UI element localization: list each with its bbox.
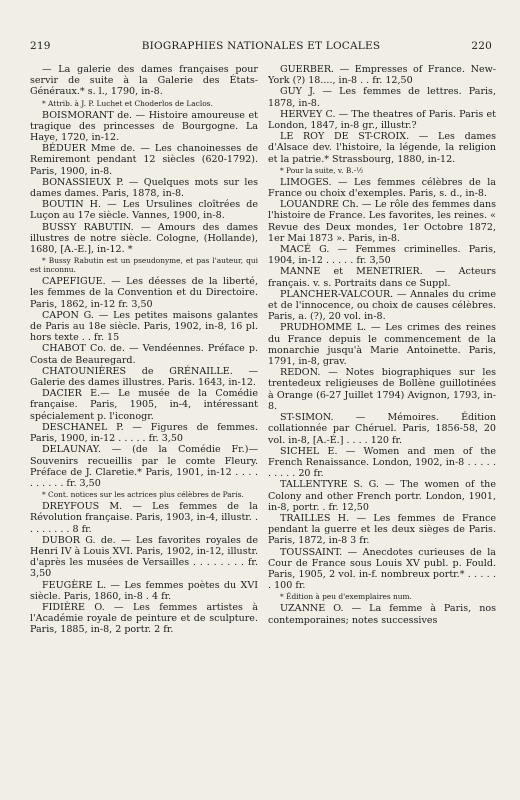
left-column (30, 64, 258, 636)
right-page-number: 220 (471, 40, 492, 52)
bibliography-entry: BÉDUER Mme de. — Les chanoinesses de Remiremont pendant 12 siècles (620-1792). Paris, 1900, in-8. (30, 143, 258, 177)
bibliography-entry: HERVEY C. — The theatres of Paris. Paris et London, 1847, in-8 gr., illustr.? (268, 108, 496, 132)
bibliography-entry: BUSSY RABUTIN. — Amours des dames illustres de notre siècle. Cologne, (Hollande), 1680, [A.-E.], in-12. * (30, 221, 258, 256)
bibliography-entry: TRAILLES H. — Les femmes de France pendant la guerre et les deux sièges de Paris. Paris, 1872, in-8 3 fr. (268, 512, 496, 547)
bibliography-entry: TALLENTYRE S. G. — The women of the Colony and other French portr. London, 1901, in-8, portr. . fr. 12,50 (268, 479, 496, 513)
footnote: * Attrib. à J. P. Luchet et Choderlos de Laclos. (42, 98, 213, 108)
bibliography-entry: TOUSSAINT. — Anecdotes curieuses de la Cour de France sous Louis XV publ. p. Fould. Paris, 1905, 2 vol. in-f. nombreux portr.* . . . . . . 100 fr. (268, 546, 496, 592)
footnote: * Bussy Rabutin est un pseudonyme, et pas l'auteur, qui est inconnu. (30, 256, 258, 275)
bibliography-entry: SICHEL E. — Women and men of the French Renaissance. London, 1902, in-8 . . . . . . . . . . 20 fr. (268, 445, 496, 480)
bibliography-entry: DELAUNAY. — (de la Comédie Fr.)— Souvenirs recueillis par le comte Fleury. Préface de J. Claretie.* Paris, 1901, in-12 . . . . . . . . . . fr. 3,50 (30, 444, 258, 489)
bibliography-entry: GUERBER. — Empresses of France. New-York (?) 18...., in-8 . . fr. 12,50 (268, 64, 496, 87)
bibliography-entry: CAPON G. — Les petites maisons galantes de Paris au 18e siècle. Paris, 1902, in-8, 16 pl. hors texte . . fr. 15 (30, 309, 258, 344)
bibliography-entry: REDON. — Notes biographiques sur les trentedeux religieuses de Bollène guillotinées à Orange (6-27 Juillet 1794) Avignon, 1793, in-8. (268, 367, 496, 412)
bibliography-entry: ST-SIMON. — Mémoires. Édition collationnée par Chéruel. Paris, 1856-58, 20 vol. in-8, [A.-É.] . . . . 120 fr. (268, 412, 496, 446)
right-column (268, 64, 496, 636)
running-title: BIOGRAPHIES NATIONALES ET LOCALES (141, 40, 381, 52)
footnote: * Pour la suite, v. B.-½ (280, 165, 364, 175)
bibliography-entry: CAPEFIGUE. — Les déesses de la liberté, les femmes de la Convention et du Directoire. Paris, 1862, in-12 fr. 3,50 (30, 276, 258, 310)
bibliography-entry: DREYFOUS M. — Les femmes de la Révolution française. Paris, 1903, in-4, illustr. . . . . . . . . 8 fr. (30, 501, 258, 535)
bibliography-entry: — La galerie des dames françaises pour servir de suite à la Galerie des États-Généraux.* s. l., 1790, in-8. (30, 64, 258, 98)
bibliography-entry: CHABOT Co. de. — Vendéennes. Préface p. Costa de Beauregard. (30, 343, 258, 366)
bibliography-entry: GUY J. — Les femmes de lettres. Paris, 1878, in-8. (268, 86, 496, 109)
footnote: * Cont. notices sur les actrices plus célèbres de Paris. (42, 490, 244, 500)
bibliography-entry: CHATOUNIÈRES de GRÉNAILLE. — Galerie des dames illustres. Paris. 1643, in-12. (30, 365, 258, 389)
bibliography-entry: LIMOGES. — Les femmes célèbres de la France ou choix d'exemples. Paris, s. d., in-8. (268, 176, 496, 200)
bibliography-entry: MACÉ G. — Femmes criminelles. Paris, 1904, in-12 . . . . . fr. 3,50 (268, 244, 496, 267)
bibliography-entry: BOUTIN H. — Les Ursulines cloîtrées de Luçon au 17e siècle. Vannes, 1900, in-8. (30, 199, 258, 222)
bibliography-entry: FEUGÈRE L. — Les femmes poètes du XVI siècle. Paris, 1860, in-8 . 4 fr. (30, 579, 258, 602)
bibliography-entry: BONASSIEUX P. — Quelques mots sur les dames dames. Paris, 1878, in-8. (30, 176, 258, 200)
bibliography-columns (30, 64, 496, 636)
bibliography-entry: LOUANDRE Ch. — Le rôle des femmes dans l'histoire de France. Les favorites, les reines. « Revue des Deux mondes, 1er Octobre 1872, 1er Mai 1873 ». Paris, in-8. (268, 199, 496, 244)
bibliography-entry: LE ROY DE ST-CROIX. — Les dames d'Alsace dev. l'histoire, la légende, la religion et la patrie.* Strassbourg, 1880, in-12. (268, 131, 496, 165)
page-header (30, 40, 492, 56)
left-page-number: 219 (30, 40, 51, 52)
bibliography-entry: BOISMORANT de. — Histoire amoureuse et tragique des princesses de Bourgogne. La Haye, 1720, in-12. (30, 109, 258, 144)
bibliography-entry: DUBOR G. de. — Les favorites royales de Henri IV à Louis XVI. Paris, 1902, in-12, illustr. d'après les musées de Versailles . . . . . . . . fr. 3,50 (30, 534, 258, 580)
bibliography-entry: DESCHANEL P. — Figures de femmes. Paris, 1900, in-12 . . . . . fr. 3,50 (30, 421, 258, 445)
bibliography-entry: FIDIÈRE O. — Les femmes artistes à l'Académie royale de peinture et de sculpture. Paris, 1885, in-8, 2 portr. 2 fr. (30, 601, 258, 636)
footnote: * Édition à peu d'exemplaires num. (280, 592, 412, 602)
bibliography-entry: MANNE et MENETRIER. — Acteurs français. v. s. Portraits dans ce Suppl. (268, 266, 496, 289)
bibliography-entry: PLANCHER-VALCOUR. — Annales du crime et de l'innocence, ou choix de causes célèbres. Paris, a. (?), 20 vol. in-8. (268, 288, 496, 323)
bibliography-entry: UZANNE O. — La femme à Paris, nos contemporaines; notes successives (268, 603, 496, 626)
bibliography-entry: DACIER E.— Le musée de la Comédie française. Paris, 1905, in-4, intéressant spécialement p. l'iconogr. (30, 388, 258, 422)
bibliography-entry: PRUDHOMME L. — Les crimes des reines du France depuis le commencement de la monarchie jusqu'à Marie Antoinette. Paris, 1791, in-8, grav. (268, 322, 496, 368)
